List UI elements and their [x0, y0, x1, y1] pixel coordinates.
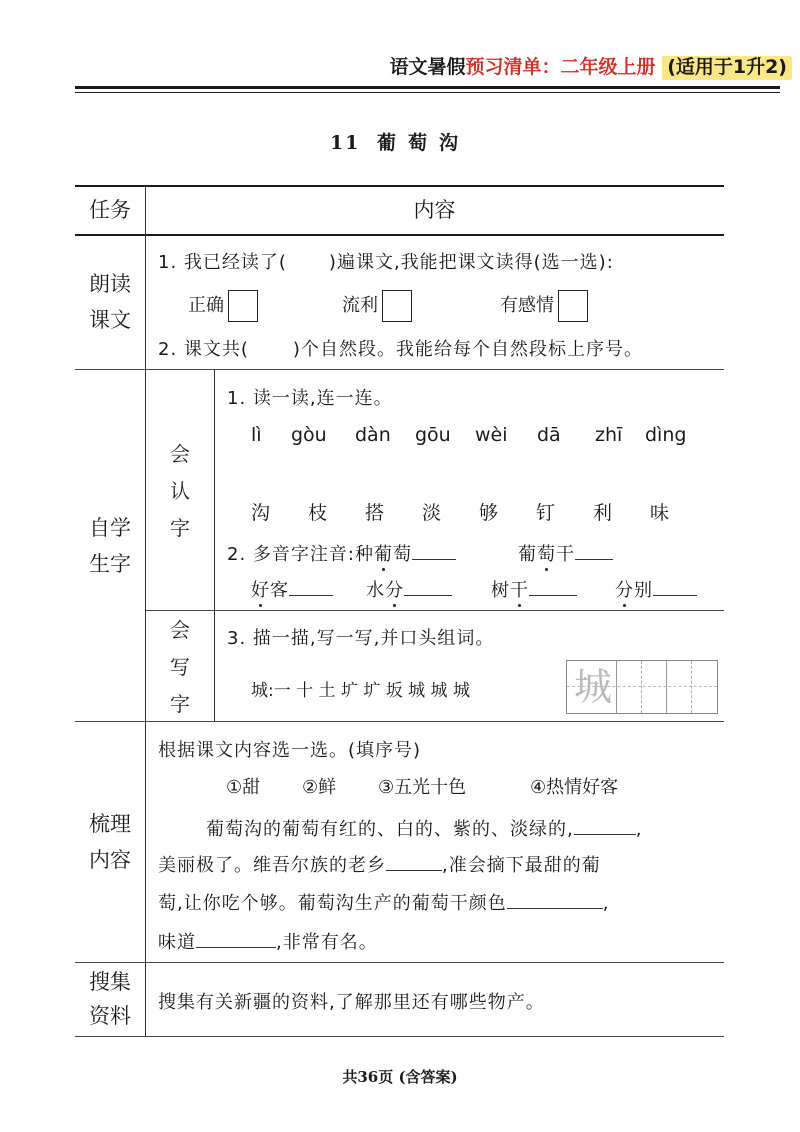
column-header-content: 内容 — [413, 198, 456, 222]
reading-option-fluent: 流利 — [342, 290, 412, 322]
polyphone-item-5: 树干 — [491, 576, 577, 602]
polyphone-line-1: 2. 多音字注音:种葡萄 — [227, 540, 456, 566]
hanzi-item[interactable]: 钉 — [536, 502, 556, 524]
table-top-border — [75, 185, 724, 187]
summary-paragraph-line-1: 葡萄沟的葡萄有红的、白的、紫的、淡绿的, , — [206, 815, 642, 841]
reading-line-1: 1. 我已经读了( )遍课文,我能把课文读得(选一选): — [158, 252, 614, 273]
summary-paragraph-line-3: 萄,让你吃个够。葡萄沟生产的葡萄干颜色 , — [158, 889, 609, 915]
row-divider-1 — [75, 369, 724, 370]
hanzi-item[interactable]: 搭 — [365, 502, 385, 524]
hanzi-item[interactable]: 利 — [593, 502, 613, 524]
pinyin-item[interactable]: dàn — [355, 424, 391, 446]
polyphone-blank[interactable] — [529, 577, 577, 596]
polyphone-item-3: 好客 — [251, 576, 333, 602]
column-divider — [145, 186, 146, 1036]
row-divider-3 — [75, 962, 724, 963]
lesson-name: 葡萄沟 — [377, 132, 471, 154]
table-header-border — [75, 234, 724, 236]
grid-cell[interactable] — [617, 661, 642, 713]
fill-blank[interactable] — [507, 890, 603, 909]
polyphone-blank[interactable] — [289, 577, 333, 596]
sub-label-write-3: 字 — [170, 692, 190, 716]
fill-blank[interactable] — [196, 929, 276, 948]
pinyin-row — [251, 424, 686, 446]
sub-label-write-2: 写 — [170, 655, 190, 679]
checkbox-emotion[interactable] — [558, 290, 588, 322]
row-label-reading-1: 朗读 — [89, 272, 131, 296]
hanzi-item[interactable]: 味 — [650, 502, 670, 524]
collect-task: 搜集有关新疆的资料,了解那里还有哪些物产。 — [158, 992, 545, 1013]
polyphone-item-2: 葡萄干 — [518, 540, 613, 566]
table-bottom-border — [75, 1036, 724, 1037]
header-rule-thick — [75, 86, 780, 89]
page-header — [0, 52, 792, 79]
trace-character: 城 — [574, 665, 613, 709]
pinyin-item[interactable]: gōu — [415, 424, 451, 446]
hanzi-item[interactable]: 够 — [479, 502, 499, 524]
row-label-summary-2: 内容 — [89, 848, 131, 872]
pinyin-item[interactable]: dā — [537, 424, 561, 446]
sub-label-recognize-1: 会 — [170, 442, 190, 466]
sub-label-write-1: 会 — [170, 618, 190, 642]
polyphone-blank[interactable] — [575, 541, 613, 560]
task-read-and-match: 1. 读一读,连一连。 — [227, 388, 393, 409]
row-divider-sub — [145, 610, 724, 611]
summary-paragraph-line-2: 美丽极了。维吾尔族的老乡 ,准会摘下最甜的葡 — [158, 851, 601, 877]
option-item: ②鲜 — [302, 777, 337, 798]
summary-intro: 根据课文内容选一选。(填序号) — [158, 740, 422, 761]
summary-paragraph-line-4: 味道 ,非常有名。 — [158, 928, 378, 954]
stroke-order: 城:一 十 土 圹 圹 坂 城 城 城 — [251, 681, 470, 701]
polyphone-blank[interactable] — [404, 577, 452, 596]
reading-option-emotion: 有感情 — [500, 290, 588, 322]
sub-label-recognize-3: 字 — [170, 516, 190, 540]
hanzi-item[interactable]: 枝 — [308, 502, 328, 524]
hanzi-item[interactable]: 沟 — [251, 502, 271, 524]
checkbox-fluent[interactable] — [382, 290, 412, 322]
header-title-black: 语文暑假 — [389, 56, 466, 78]
row-label-summary-1: 梳理 — [89, 812, 131, 836]
header-badge: (适用于1升2) — [662, 56, 792, 80]
lesson-title — [0, 128, 800, 155]
polyphone-item-4: 水分 — [366, 576, 452, 602]
grid-cell[interactable] — [667, 661, 692, 713]
hanzi-item[interactable]: 淡 — [422, 502, 442, 524]
option-item: ④热情好客 — [530, 777, 619, 798]
reading-line-2: 2. 课文共( )个自然段。我能给每个自然段标上序号。 — [158, 339, 643, 360]
row-label-reading-2: 课文 — [89, 308, 131, 332]
reading-option-correct: 正确 — [188, 290, 258, 322]
option-item: ③五光十色 — [378, 777, 467, 798]
row-label-collect-1: 搜集 — [89, 970, 131, 994]
option-item: ①甜 — [226, 777, 261, 798]
pinyin-item[interactable]: gòu — [291, 424, 327, 446]
fill-blank[interactable] — [574, 816, 636, 835]
writing-grid[interactable] — [566, 660, 718, 714]
summary-options — [226, 773, 618, 799]
sub-label-recognize-2: 认 — [170, 479, 190, 503]
polyphone-task-label: 2. 多音字注音: — [227, 544, 355, 565]
row-label-characters-1: 自学 — [89, 516, 131, 540]
column-header-task: 任务 — [89, 198, 131, 222]
task-trace-and-write: 3. 描一描,写一写,并口头组词。 — [227, 628, 495, 649]
header-rule-thin — [75, 92, 780, 93]
row-label-collect-2: 资料 — [89, 1004, 131, 1028]
page-footer: 共36页 (含答案) — [342, 1068, 458, 1086]
header-title-red: 预习清单：二年级上册 — [465, 56, 656, 78]
row-label-characters-2: 生字 — [89, 552, 131, 576]
hanzi-row — [251, 498, 669, 525]
polyphone-item-6: 分别 — [615, 576, 697, 602]
pinyin-item[interactable]: lì — [251, 424, 262, 446]
pinyin-item[interactable]: zhī — [595, 424, 623, 446]
pinyin-item[interactable]: wèi — [475, 424, 508, 446]
fill-blank[interactable] — [386, 852, 442, 871]
sub-column-divider — [214, 370, 215, 721]
checkbox-correct[interactable] — [228, 290, 258, 322]
pinyin-item[interactable]: dìng — [645, 424, 687, 446]
polyphone-blank[interactable] — [412, 541, 456, 560]
lesson-number: 11 — [329, 132, 361, 154]
polyphone-blank[interactable] — [653, 577, 697, 596]
grid-cell[interactable] — [642, 661, 667, 713]
